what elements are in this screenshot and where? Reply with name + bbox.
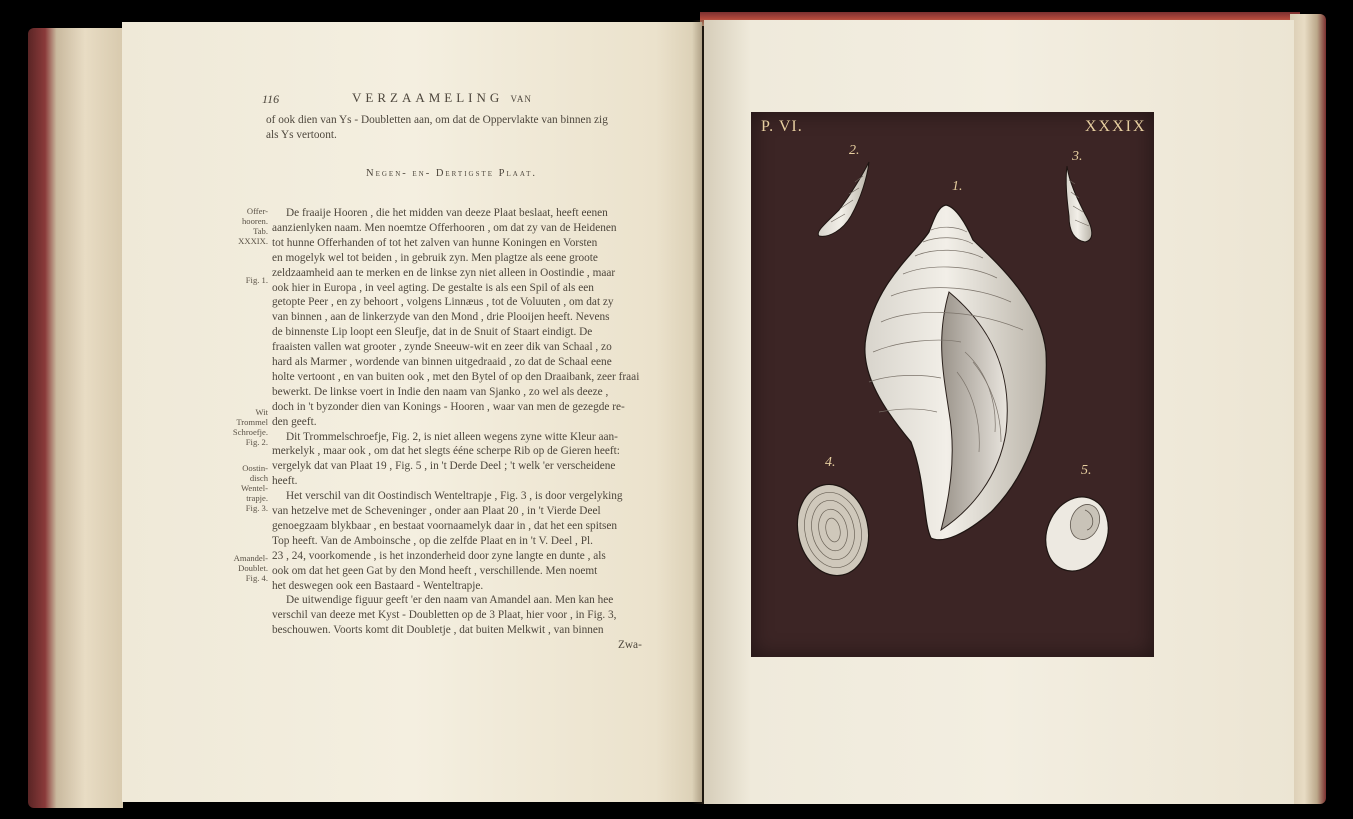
body-line: den geeft. <box>272 415 317 428</box>
shell-figure-4 <box>789 478 877 583</box>
running-head-suffix: VAN <box>510 94 532 104</box>
plate-label-left: P. VI. <box>761 118 803 135</box>
running-head <box>352 90 532 106</box>
body-line: tot hunne Offerhanden of tot het zalven van hunne Koningen en Vorsten <box>272 236 598 249</box>
body-line: vergelyk dat van Plaat 19 , Fig. 5 , in 't Derde Deel ; 't welk 'er verscheidene <box>272 460 616 473</box>
body-line: heeft. <box>272 475 298 488</box>
engraved-plate <box>751 112 1154 657</box>
figure-number-3: 3. <box>1072 149 1083 164</box>
shell-figure-2 <box>818 162 869 236</box>
margin-note: Offer- hooren. Tab. XXXIX. <box>238 206 268 246</box>
body-line: Zwa- <box>618 639 642 652</box>
figure-number-1: 1. <box>952 179 963 194</box>
figure-number-2: 2. <box>849 143 860 158</box>
body-line: zeldzaamheid aan te merken en de linkse zyn niet alleen in Oostindie , maar <box>272 266 616 279</box>
body-line: fraaisten vallen wat grooter , zynde Sneeuw-wit en zeer dik van Schaal , zo <box>272 341 612 354</box>
running-head-title: VERZAAMELING <box>352 90 504 105</box>
page-number: 116 <box>262 92 280 106</box>
figure-number-5: 5. <box>1081 463 1092 478</box>
body-line: Dit Trommelschroefje, Fig. 2, is niet alleen wegens zyne witte Kleur aan- <box>286 430 618 443</box>
body-line: bewerkt. De linkse voert in Indie den naam van Sjanko , zo wel als deeze , <box>272 385 609 398</box>
body-line: beschouwen. Voorts komt dit Doubletje , dat buiten Melkwit , van binnen <box>272 624 604 637</box>
body-line: genoegzaam blykbaar , en bestaat voornaamelyk daar in , dat het een spitsen <box>272 519 618 532</box>
body-line: aanzienlyken naam. Men noemtze Offerhooren , om dat zy van de Heidenen <box>272 221 617 234</box>
body-line: 23 , 24, voorkomende , is het inzonderheid door zyne langte en dunte , als <box>272 549 606 562</box>
body-line: merkelyk , maar ook , om dat het slegts ééne scherpe Rib op de Gieren heeft: <box>272 445 620 458</box>
margin-note: Fig. 1. <box>245 275 268 285</box>
body-line: van hetzelve met de Scheveninger , onder aan Plaat 20 , in 't Vierde Deel <box>272 505 601 517</box>
shell-figure-5 <box>1035 488 1119 581</box>
body-line: De fraaije Hooren , die het midden van deeze Plaat beslaat, heeft eenen <box>286 207 608 219</box>
body-line: en mogelyk wel tot beiden , in gebruik zyn. Men plagtze als eene groote <box>272 251 598 264</box>
shell-figure-3 <box>1066 166 1092 242</box>
figure-number-4: 4. <box>825 455 836 470</box>
body-line: Top heeft. Van de Amboinsche , op die zelfde Plaat en in 't V. Deel , Pl. <box>272 534 593 547</box>
body-line: verschil van deeze met Kyst - Doubletten op de 3 Plaat, hier voor , in Fig. 3, <box>272 609 617 622</box>
plate-label-right: XXXIX <box>1085 118 1147 135</box>
body-line: Het verschil van dit Oostindisch Wenteltrapje , Fig. 3 , is door vergelyking <box>286 490 623 503</box>
body-line: De uitwendige figuur geeft 'er den naam van Amandel aan. Men kan hee <box>286 594 614 607</box>
body-line: hard als Marmer , wordende van binnen uitgedraaid , zo dat de Schaal eene <box>272 356 612 368</box>
body-line: holte vertoont , en van buiten ook , met den Bytel of op den Draaibank, zeer fraai <box>272 370 640 383</box>
margin-note: Oostin- disch Wentel- trapje. Fig. 3. <box>241 463 268 513</box>
body-line: getopte Peer , en zy behoort , volgens Linnæus , tot de Voluuten , om dat zy <box>272 296 614 309</box>
body-line: van binnen , aan de linkerzyde van den Mond , drie Plooijen heeft. Nevens <box>272 311 610 324</box>
shell-illustrations <box>751 112 1154 657</box>
intro-line: of ook dien van Ys - Doubletten aan, om dat de Oppervlakte van binnen zig <box>266 114 608 126</box>
body-line: ook hier in Europa , in veel agting. De gestalte is als een Spil of als een <box>272 281 594 294</box>
body-line: ook om dat het geen Gat by den Mond heeft , verschillende. Men noemt <box>272 564 598 577</box>
body-line: de binnenste Lip loopt een Sleufje, dat in de Snuit of Staart eindigt. De <box>272 326 593 339</box>
margin-note: Wit Trommel Schroefje. Fig. 2. <box>232 407 268 447</box>
margin-note: Amandel- Doublet. Fig. 4. <box>233 553 268 583</box>
intro-line: als Ys vertoont. <box>266 129 337 141</box>
shell-figure-1 <box>865 205 1046 540</box>
section-heading: Negen- en- Dertigste Plaat. <box>366 168 538 179</box>
body-line: het deswegen ook een Bastaard - Wenteltrapje. <box>272 579 484 592</box>
body-line: doch in 't byzonder dien van Konings - Hooren , waar van men de gezegde re- <box>272 400 625 413</box>
